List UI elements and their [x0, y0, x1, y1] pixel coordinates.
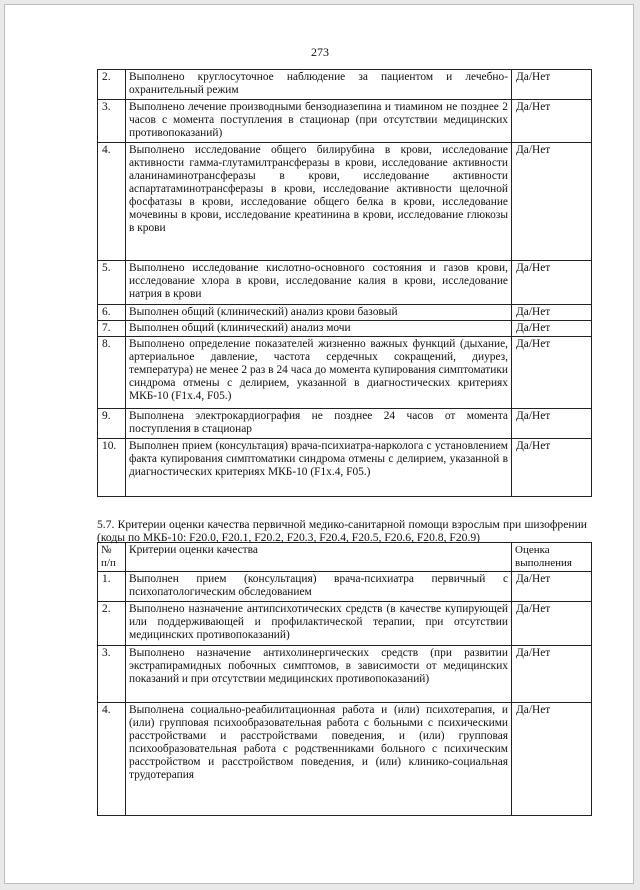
table-row [98, 646, 592, 703]
row-number: 9. [98, 409, 126, 439]
criterion-answer: Да/Нет [512, 70, 592, 100]
criteria-table-continued [97, 69, 592, 497]
criterion-text: Выполнено назначение антихолинергических средств (при развитии экстрапирамидных побочных симптомов, в зависимости от медицинских показаний и при отсутствии медицинских противопоказаний) [126, 646, 512, 703]
page-number: 273 [311, 45, 329, 59]
document-page [4, 4, 634, 884]
row-number: 1. [98, 572, 126, 602]
section-title: 5.7. Критерии оценки качества первичной медико-санитарной помощи взрослым при шизофрении (коды по МКБ-10: F20.0, F20.1, F20.2, F20.3, F20.4, F20.5, F20.6, F20.8, F20.9) [97, 518, 587, 544]
row-number: 2. [98, 70, 126, 100]
criterion-answer: Да/Нет [512, 439, 592, 497]
criterion-answer: Да/Нет [512, 261, 592, 305]
table-row [98, 602, 592, 646]
criterion-text: Выполнено определение показателей жизненно важных функций (дыхание, артериальное давление, частота сердечных сокращений, диурез, температура) не менее 2 раз в 24 часа до момента купирования симптоматики синдрома отмены с делирием, указанной в диагностических критериях МКБ-10 (F1x.4, F05.) [126, 337, 512, 409]
criterion-answer: Да/Нет [512, 143, 592, 261]
criterion-text: Выполнено исследование общего билирубина в крови, исследование активности гамма-глутамилтрансферазы в крови, исследование активности аланинаминотрансферазы в крови, исследование активности аспартатаминотрансферазы в крови, исследование активности щелочной фосфатазы в крови, исследование общего белка в крови, исследование мочевины в крови, исследование креатинина в крови, исследование глюкозы в крови [126, 143, 512, 261]
table-row [98, 305, 592, 321]
table-row [98, 572, 592, 602]
table-row [98, 409, 592, 439]
row-number: 6. [98, 305, 126, 321]
row-number: 5. [98, 261, 126, 305]
criterion-text: Выполнено лечение производными бензодиазепина и тиамином не позднее 2 часов с момента поступления в стационар (при отсутствии медицинских противопоказаний) [126, 100, 512, 143]
row-number: 3. [98, 646, 126, 703]
header-criteria: Критерии оценки качества [126, 543, 512, 572]
table-row [98, 70, 592, 100]
criterion-answer: Да/Нет [512, 703, 592, 816]
criterion-answer: Да/Нет [512, 305, 592, 321]
table-row [98, 261, 592, 305]
row-number: 4. [98, 143, 126, 261]
criterion-answer: Да/Нет [512, 337, 592, 409]
row-number: 7. [98, 321, 126, 337]
criterion-answer: Да/Нет [512, 602, 592, 646]
table-row [98, 321, 592, 337]
criterion-text: Выполнено круглосуточное наблюдение за пациентом и лечебно-охранительный режим [126, 70, 512, 100]
criterion-answer: Да/Нет [512, 646, 592, 703]
criterion-answer: Да/Нет [512, 321, 592, 337]
criterion-text: Выполнена электрокардиография не позднее 24 часов от момента поступления в стационар [126, 409, 512, 439]
row-number: 10. [98, 439, 126, 497]
header-number: № п/п [98, 543, 126, 572]
row-number: 3. [98, 100, 126, 143]
table-row [98, 143, 592, 261]
criterion-text: Выполнено исследование кислотно-основного состояния и газов крови, исследование хлора в крови, исследование калия в крови, исследование натрия в крови [126, 261, 512, 305]
criteria-table [97, 542, 592, 816]
criterion-text: Выполнен общий (клинический) анализ мочи [126, 321, 512, 337]
criterion-text: Выполнен общий (клинический) анализ крови базовый [126, 305, 512, 321]
row-number: 4. [98, 703, 126, 816]
criterion-answer: Да/Нет [512, 572, 592, 602]
criterion-text: Выполнен прием (консультация) врача-психиатра первичный с психопатологическим обследованием [126, 572, 512, 602]
table-row [98, 703, 592, 816]
criterion-answer: Да/Нет [512, 100, 592, 143]
criterion-text: Выполнено назначение антипсихотических средств (в качестве купирующей или поддерживающей и профилактической терапии, при отсутствии медицинских противопоказаний) [126, 602, 512, 646]
criterion-answer: Да/Нет [512, 409, 592, 439]
row-number: 2. [98, 602, 126, 646]
table-row [98, 100, 592, 143]
row-number: 8. [98, 337, 126, 409]
header-evaluation: Оценка выполнения [512, 543, 592, 572]
criterion-text: Выполнена социально-реабилитационная работа и (или) психотерапия, и (или) групповая психообразовательная работа с больными с психическими расстройствами и расстройствами поведения, и (или) групповая психообразовательная работа с родственниками больного с психическим расстройством и расстройством поведения, и (или) клинико-социальная трудотерапия [126, 703, 512, 816]
table-row [98, 439, 592, 497]
table-row [98, 337, 592, 409]
criterion-text: Выполнен прием (консультация) врача-психиатра-нарколога с установлением факта купирования симптоматики синдрома отмены с делирием, указанной в диагностических критериях МКБ-10 (F1x.4, F05.) [126, 439, 512, 497]
table-header-row [98, 543, 592, 572]
